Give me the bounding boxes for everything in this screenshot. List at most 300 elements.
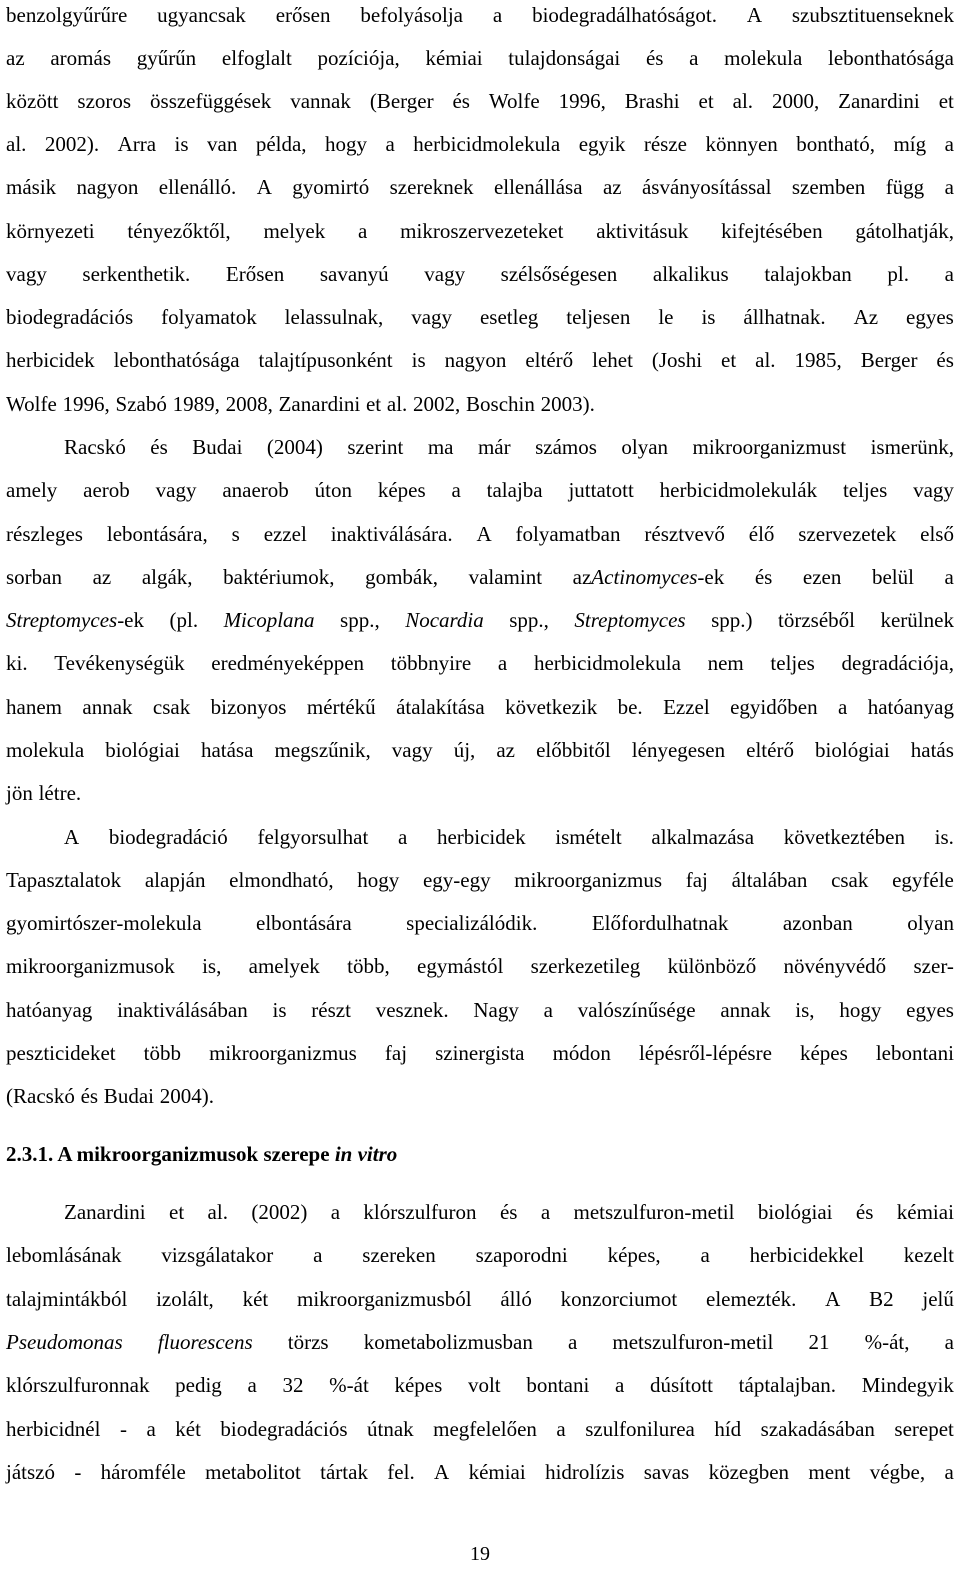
- text-line: [6, 172, 954, 202]
- word: és: [452, 89, 470, 113]
- word: [405, 605, 484, 635]
- word: molekula: [6, 738, 85, 762]
- word: [803, 562, 841, 592]
- word: ezzel: [263, 522, 307, 546]
- word: [711, 605, 752, 635]
- word: részleges: [6, 522, 83, 546]
- word: kifejtésében: [721, 219, 823, 243]
- taxon-name: törzs: [287, 1330, 329, 1354]
- word: növényvédő: [783, 954, 887, 978]
- word: a: [451, 478, 461, 502]
- word: specializálódik.: [406, 911, 538, 935]
- word: képes: [394, 1373, 443, 1397]
- word: a: [944, 132, 954, 156]
- word: vizsgálatakor: [161, 1243, 274, 1267]
- word: %-át: [329, 1373, 369, 1397]
- taxon-name: Actinomyces: [591, 565, 698, 589]
- word: lényegesen: [631, 738, 726, 762]
- word: et: [169, 1200, 185, 1224]
- word: közegben: [708, 1460, 790, 1484]
- word: egy-egy: [422, 868, 491, 892]
- word: al.: [732, 89, 754, 113]
- word: ment: [808, 1460, 851, 1484]
- word: al.: [755, 348, 776, 372]
- word: következtében: [783, 825, 905, 849]
- taxon-name: ezen: [802, 565, 842, 589]
- word: az: [6, 46, 25, 70]
- word: szinergista: [435, 1041, 525, 1065]
- word: Wolfe: [488, 89, 540, 113]
- word: mikroorganizmusok: [6, 954, 175, 978]
- word: kémiai: [468, 1460, 526, 1484]
- taxon-name: spp.,: [340, 608, 380, 632]
- word: Ezzel: [663, 695, 710, 719]
- word: le: [658, 305, 674, 329]
- word: másik: [6, 175, 57, 199]
- word: között: [6, 89, 59, 113]
- word: szaporodni: [475, 1243, 568, 1267]
- word: biodegradálhatóságot.: [532, 3, 717, 27]
- word: biodegradáció: [108, 825, 228, 849]
- word: nagyon: [444, 348, 507, 372]
- word: elmondható,: [229, 868, 334, 892]
- word: teljes: [842, 478, 888, 502]
- word: nagyon: [76, 175, 139, 199]
- word: Erősen: [225, 262, 285, 286]
- word: átalakítása: [396, 695, 485, 719]
- taxon-name: belül: [871, 565, 914, 589]
- word: valamint: [468, 565, 543, 589]
- word: végbe,: [869, 1460, 926, 1484]
- word: lépésről-lépésre: [638, 1041, 772, 1065]
- word: hogy: [325, 132, 368, 156]
- word: lebonthatósága: [828, 46, 954, 70]
- word: herbicidek: [6, 348, 95, 372]
- text-line: [64, 822, 954, 852]
- word: peszticideket: [6, 1041, 116, 1065]
- word: aerob: [83, 478, 130, 502]
- word: és: [645, 46, 664, 70]
- word: mikroorganizmus: [514, 868, 663, 892]
- word: vagy: [424, 262, 466, 286]
- word: bontható,: [796, 132, 875, 156]
- text-line: [6, 1370, 954, 1400]
- taxon-name: fluorescens: [157, 1330, 253, 1354]
- word: álló: [500, 1287, 532, 1311]
- word: megfelelően: [433, 1417, 537, 1441]
- word: a: [385, 132, 395, 156]
- section-number: 2.3.1.: [6, 1142, 54, 1166]
- word: A: [746, 3, 762, 27]
- word: savas: [643, 1460, 690, 1484]
- word: olyan: [907, 911, 954, 935]
- word: [872, 562, 914, 592]
- word: ugyancsak: [157, 3, 246, 27]
- word: s: [231, 522, 240, 546]
- text-line: [6, 1457, 954, 1487]
- taxon-name: Streptomyces: [6, 608, 118, 632]
- word: következik: [505, 695, 598, 719]
- word: hatás: [910, 738, 954, 762]
- word: Nagy: [473, 998, 519, 1022]
- word: is: [411, 348, 426, 372]
- word: képes: [377, 478, 426, 502]
- word: a: [397, 825, 408, 849]
- word: [612, 1327, 773, 1357]
- word: egyféle: [892, 868, 954, 892]
- word: úton: [314, 478, 352, 502]
- word: -: [74, 1460, 82, 1484]
- word: lebomlásának: [6, 1243, 122, 1267]
- word: van: [207, 132, 238, 156]
- word: függ: [885, 175, 925, 199]
- word: 2002).: [44, 132, 100, 156]
- word: [880, 605, 953, 635]
- word: szakadásában: [760, 1417, 875, 1441]
- word: azonban: [782, 911, 853, 935]
- section-heading: [6, 1139, 397, 1169]
- word: volt: [467, 1373, 501, 1397]
- word: hogy: [357, 868, 400, 892]
- word: hanem: [6, 695, 62, 719]
- word: talajtípusonként: [258, 348, 393, 372]
- word: bizonyos: [210, 695, 287, 719]
- word: jelű: [922, 1287, 954, 1311]
- word: lebontani: [875, 1041, 954, 1065]
- text-line: [6, 908, 954, 938]
- word: vesznek.: [375, 998, 449, 1022]
- word: [6, 605, 144, 635]
- word: [340, 605, 380, 635]
- word: biológiai: [105, 738, 180, 762]
- word: a: [330, 1200, 341, 1224]
- word: -: [119, 1417, 127, 1441]
- taxon-name: kometabolizmusban: [363, 1330, 533, 1354]
- page-number: 19: [470, 1543, 490, 1565]
- text-line: [6, 995, 954, 1025]
- text-line: [6, 562, 954, 592]
- taxon-name: törzséből: [778, 608, 855, 632]
- word: [509, 605, 549, 635]
- word: annak: [720, 998, 771, 1022]
- word: vagy: [411, 305, 453, 329]
- word: talajokban: [764, 262, 852, 286]
- section-title-italic: in vitro: [334, 1142, 398, 1166]
- word: több,: [347, 954, 390, 978]
- word: bontani: [526, 1373, 590, 1397]
- text-line: [6, 1327, 954, 1357]
- word: egyes: [906, 305, 954, 329]
- text-line: [6, 951, 954, 981]
- word: vagy: [391, 738, 433, 762]
- taxon-name: -ek: [697, 565, 725, 589]
- taxon-name: a: [567, 1330, 578, 1354]
- word: része: [643, 132, 687, 156]
- word: be.: [617, 695, 643, 719]
- word: et: [938, 89, 954, 113]
- word: herbicidmolekula: [413, 132, 561, 156]
- word: ismételt: [555, 825, 622, 849]
- word: összefüggések: [150, 89, 272, 113]
- word: herbicidmolekulák: [659, 478, 818, 502]
- text-line: [6, 86, 954, 116]
- word: biodegradációs: [220, 1417, 348, 1441]
- word: pozíciója,: [317, 46, 400, 70]
- word: lelassulnak,: [284, 305, 384, 329]
- word: ásványosítással: [641, 175, 772, 199]
- word: faj: [384, 1041, 408, 1065]
- word: metabolitot: [205, 1460, 301, 1484]
- word: lehet: [592, 348, 633, 372]
- word: különböző: [667, 954, 757, 978]
- word: 1985,: [794, 348, 842, 372]
- word: annak: [82, 695, 133, 719]
- taxon-name: a: [944, 1330, 954, 1354]
- word: benzolgyűrűre: [6, 3, 128, 27]
- word: anaerob: [222, 478, 289, 502]
- text-line: [6, 1240, 954, 1270]
- word: ma: [427, 435, 454, 459]
- word: Az: [853, 305, 879, 329]
- word: tulajdonságai: [508, 46, 621, 70]
- word: az: [496, 738, 515, 762]
- text-line: (Racskó és Budai 2004).: [6, 1084, 214, 1108]
- word: egymástól: [417, 954, 504, 978]
- word: tényezőktől,: [127, 219, 231, 243]
- word: állhatnak.: [743, 305, 826, 329]
- word: Arra: [117, 132, 157, 156]
- word: mértékű: [306, 695, 376, 719]
- word: háromféle: [100, 1460, 186, 1484]
- word: is: [174, 132, 189, 156]
- word: is,: [202, 954, 222, 978]
- taxon-name: spp.,: [509, 608, 549, 632]
- word: az: [92, 565, 112, 589]
- word: és: [855, 1200, 874, 1224]
- word: al.: [6, 132, 27, 156]
- word: a: [700, 1243, 710, 1267]
- word: algák,: [141, 565, 193, 589]
- word: [224, 605, 315, 635]
- word: [158, 1327, 253, 1357]
- taxon-name: Micoplana: [223, 608, 315, 632]
- word: ismerünk,: [870, 435, 954, 459]
- word: 32: [282, 1373, 304, 1397]
- word: [808, 1327, 829, 1357]
- word: két: [242, 1287, 269, 1311]
- word: A: [256, 175, 272, 199]
- word: szervezetek: [798, 522, 897, 546]
- word: vagy: [913, 478, 954, 502]
- word: is: [701, 305, 716, 329]
- word: Zanardini: [64, 1200, 146, 1224]
- word: et: [721, 348, 737, 372]
- word: juttatott: [568, 478, 634, 502]
- word: ellenállása: [493, 175, 583, 199]
- word: baktériumok,: [223, 565, 335, 589]
- word: eredményeképpen: [211, 651, 365, 675]
- taxon-name: kerülnek: [880, 608, 954, 632]
- word: egyik: [578, 132, 626, 156]
- taxon-name: 21: [808, 1330, 830, 1354]
- word: et: [698, 89, 714, 113]
- word: klórszulfuronnak: [6, 1373, 150, 1397]
- word: biológiai: [757, 1200, 833, 1224]
- word: hogy: [839, 998, 882, 1022]
- word: a: [540, 1200, 551, 1224]
- word: biodegradációs: [6, 305, 134, 329]
- word: híd: [714, 1417, 742, 1441]
- word: izolált,: [156, 1287, 214, 1311]
- text-line: [6, 1414, 954, 1444]
- word: olyan: [621, 435, 669, 459]
- text-line: Wolfe 1996, Szabó 1989, 2008, Zanardini et al. 2002, Boschin 2003).: [6, 392, 595, 416]
- word: előbbitől: [536, 738, 611, 762]
- word: Brashi: [624, 89, 680, 113]
- word: gyomirtószer-molekula: [6, 911, 202, 935]
- word: gyomirtó: [292, 175, 370, 199]
- word: metszulfuron-metil: [573, 1200, 735, 1224]
- text-line: [6, 0, 954, 30]
- word: hatóanyag: [6, 998, 93, 1022]
- text-line: [6, 648, 954, 678]
- word: (2004): [266, 435, 323, 459]
- word: [364, 1327, 533, 1357]
- word: [945, 562, 954, 592]
- word: eltérő: [525, 348, 574, 372]
- word: szulfonilurea: [585, 1417, 695, 1441]
- word: pl.: [887, 262, 909, 286]
- word: mikroorganizmusból: [297, 1287, 472, 1311]
- text-line: [6, 43, 954, 73]
- word: a: [146, 1417, 156, 1441]
- word: herbicidek: [436, 825, 526, 849]
- word: vannak: [290, 89, 351, 113]
- word: molekula: [724, 46, 803, 70]
- word: és: [150, 435, 168, 459]
- word: első: [920, 522, 954, 546]
- word: csak: [152, 695, 191, 719]
- word: talajmintákból: [6, 1287, 128, 1311]
- word: lebonthatósága: [113, 348, 240, 372]
- taxon-name: (pl.: [169, 608, 199, 632]
- word: al.: [207, 1200, 228, 1224]
- word: biológiai: [815, 738, 890, 762]
- text-line: [6, 1038, 954, 1068]
- text-line: [64, 432, 954, 462]
- word: [778, 605, 855, 635]
- word: mikroorganizmus: [209, 1041, 357, 1065]
- taxon-name: %-át,: [864, 1330, 910, 1354]
- word: egyidőben: [730, 695, 818, 719]
- word: szereknek: [389, 175, 474, 199]
- word: képes: [799, 1041, 848, 1065]
- word: [6, 1327, 123, 1357]
- word: két: [175, 1417, 201, 1441]
- word: élő: [748, 522, 775, 546]
- word: szerint: [347, 435, 404, 459]
- word: a: [313, 1243, 323, 1267]
- word: részt: [311, 998, 351, 1022]
- taxon-name: metszulfuron-metil: [612, 1330, 774, 1354]
- word: mikroorganizmust: [692, 435, 847, 459]
- word: Tevékenységük: [54, 651, 185, 675]
- word: felgyorsulhat: [257, 825, 369, 849]
- word: hatása: [200, 738, 254, 762]
- word: a: [837, 695, 848, 719]
- word: könnyen: [705, 132, 778, 156]
- word: a: [944, 1460, 954, 1484]
- word: kémiai: [896, 1200, 954, 1224]
- word: konzorciumot: [560, 1287, 678, 1311]
- word: herbicidnél: [6, 1417, 101, 1441]
- word: szubsztituenseknek: [791, 3, 954, 27]
- word: a: [543, 998, 553, 1022]
- text-line: [6, 735, 954, 765]
- word: ellenálló.: [158, 175, 237, 199]
- word: megszűnik,: [274, 738, 371, 762]
- taxon-name: Pseudomonas: [6, 1330, 123, 1354]
- word: erősen: [275, 3, 331, 27]
- word: résztvevő: [644, 522, 725, 546]
- word: Budai: [192, 435, 243, 459]
- word: befolyásolja: [360, 3, 464, 27]
- word: valószínűsége: [577, 998, 696, 1022]
- word: gyűrűn: [136, 46, 197, 70]
- word: serkenthetik.: [82, 262, 191, 286]
- word: új,: [453, 738, 476, 762]
- word: pedig: [175, 1373, 222, 1397]
- word: klórszulfuron: [363, 1200, 477, 1224]
- word: A: [825, 1287, 841, 1311]
- word: egyes: [906, 998, 954, 1022]
- text-line: [6, 605, 954, 635]
- word: a: [944, 262, 954, 286]
- word: aktivitásuk: [596, 219, 689, 243]
- word: aromás: [50, 46, 111, 70]
- word: játszó: [6, 1460, 55, 1484]
- word: a: [247, 1373, 257, 1397]
- word: (Berger: [369, 89, 434, 113]
- section-title: A mikroorganizmusok szerepe: [57, 1142, 330, 1166]
- word: nem: [707, 651, 744, 675]
- word: is: [272, 998, 287, 1022]
- word: táptalajban.: [738, 1373, 837, 1397]
- word: már: [477, 435, 511, 459]
- text-line: [64, 1197, 954, 1227]
- word: B2: [869, 1287, 894, 1311]
- taxon-name: a: [944, 565, 954, 589]
- word: környezeti: [6, 219, 95, 243]
- word: a: [358, 219, 368, 243]
- word: Tapasztalatok: [6, 868, 122, 892]
- word: szerkezetileg: [530, 954, 641, 978]
- taxon-name: Streptomyces: [574, 608, 686, 632]
- word: fel.: [387, 1460, 415, 1484]
- word: 1996,: [558, 89, 606, 113]
- word: az: [602, 175, 622, 199]
- word: teljesen: [566, 305, 631, 329]
- word: elbontására: [256, 911, 352, 935]
- text-line: [6, 865, 954, 895]
- word: A: [64, 825, 80, 849]
- word: A: [476, 522, 492, 546]
- text-line: [6, 302, 954, 332]
- word: [945, 1327, 954, 1357]
- word: szélsőségesen: [500, 262, 618, 286]
- word: melyek: [263, 219, 326, 243]
- word: gátolhatják,: [855, 219, 954, 243]
